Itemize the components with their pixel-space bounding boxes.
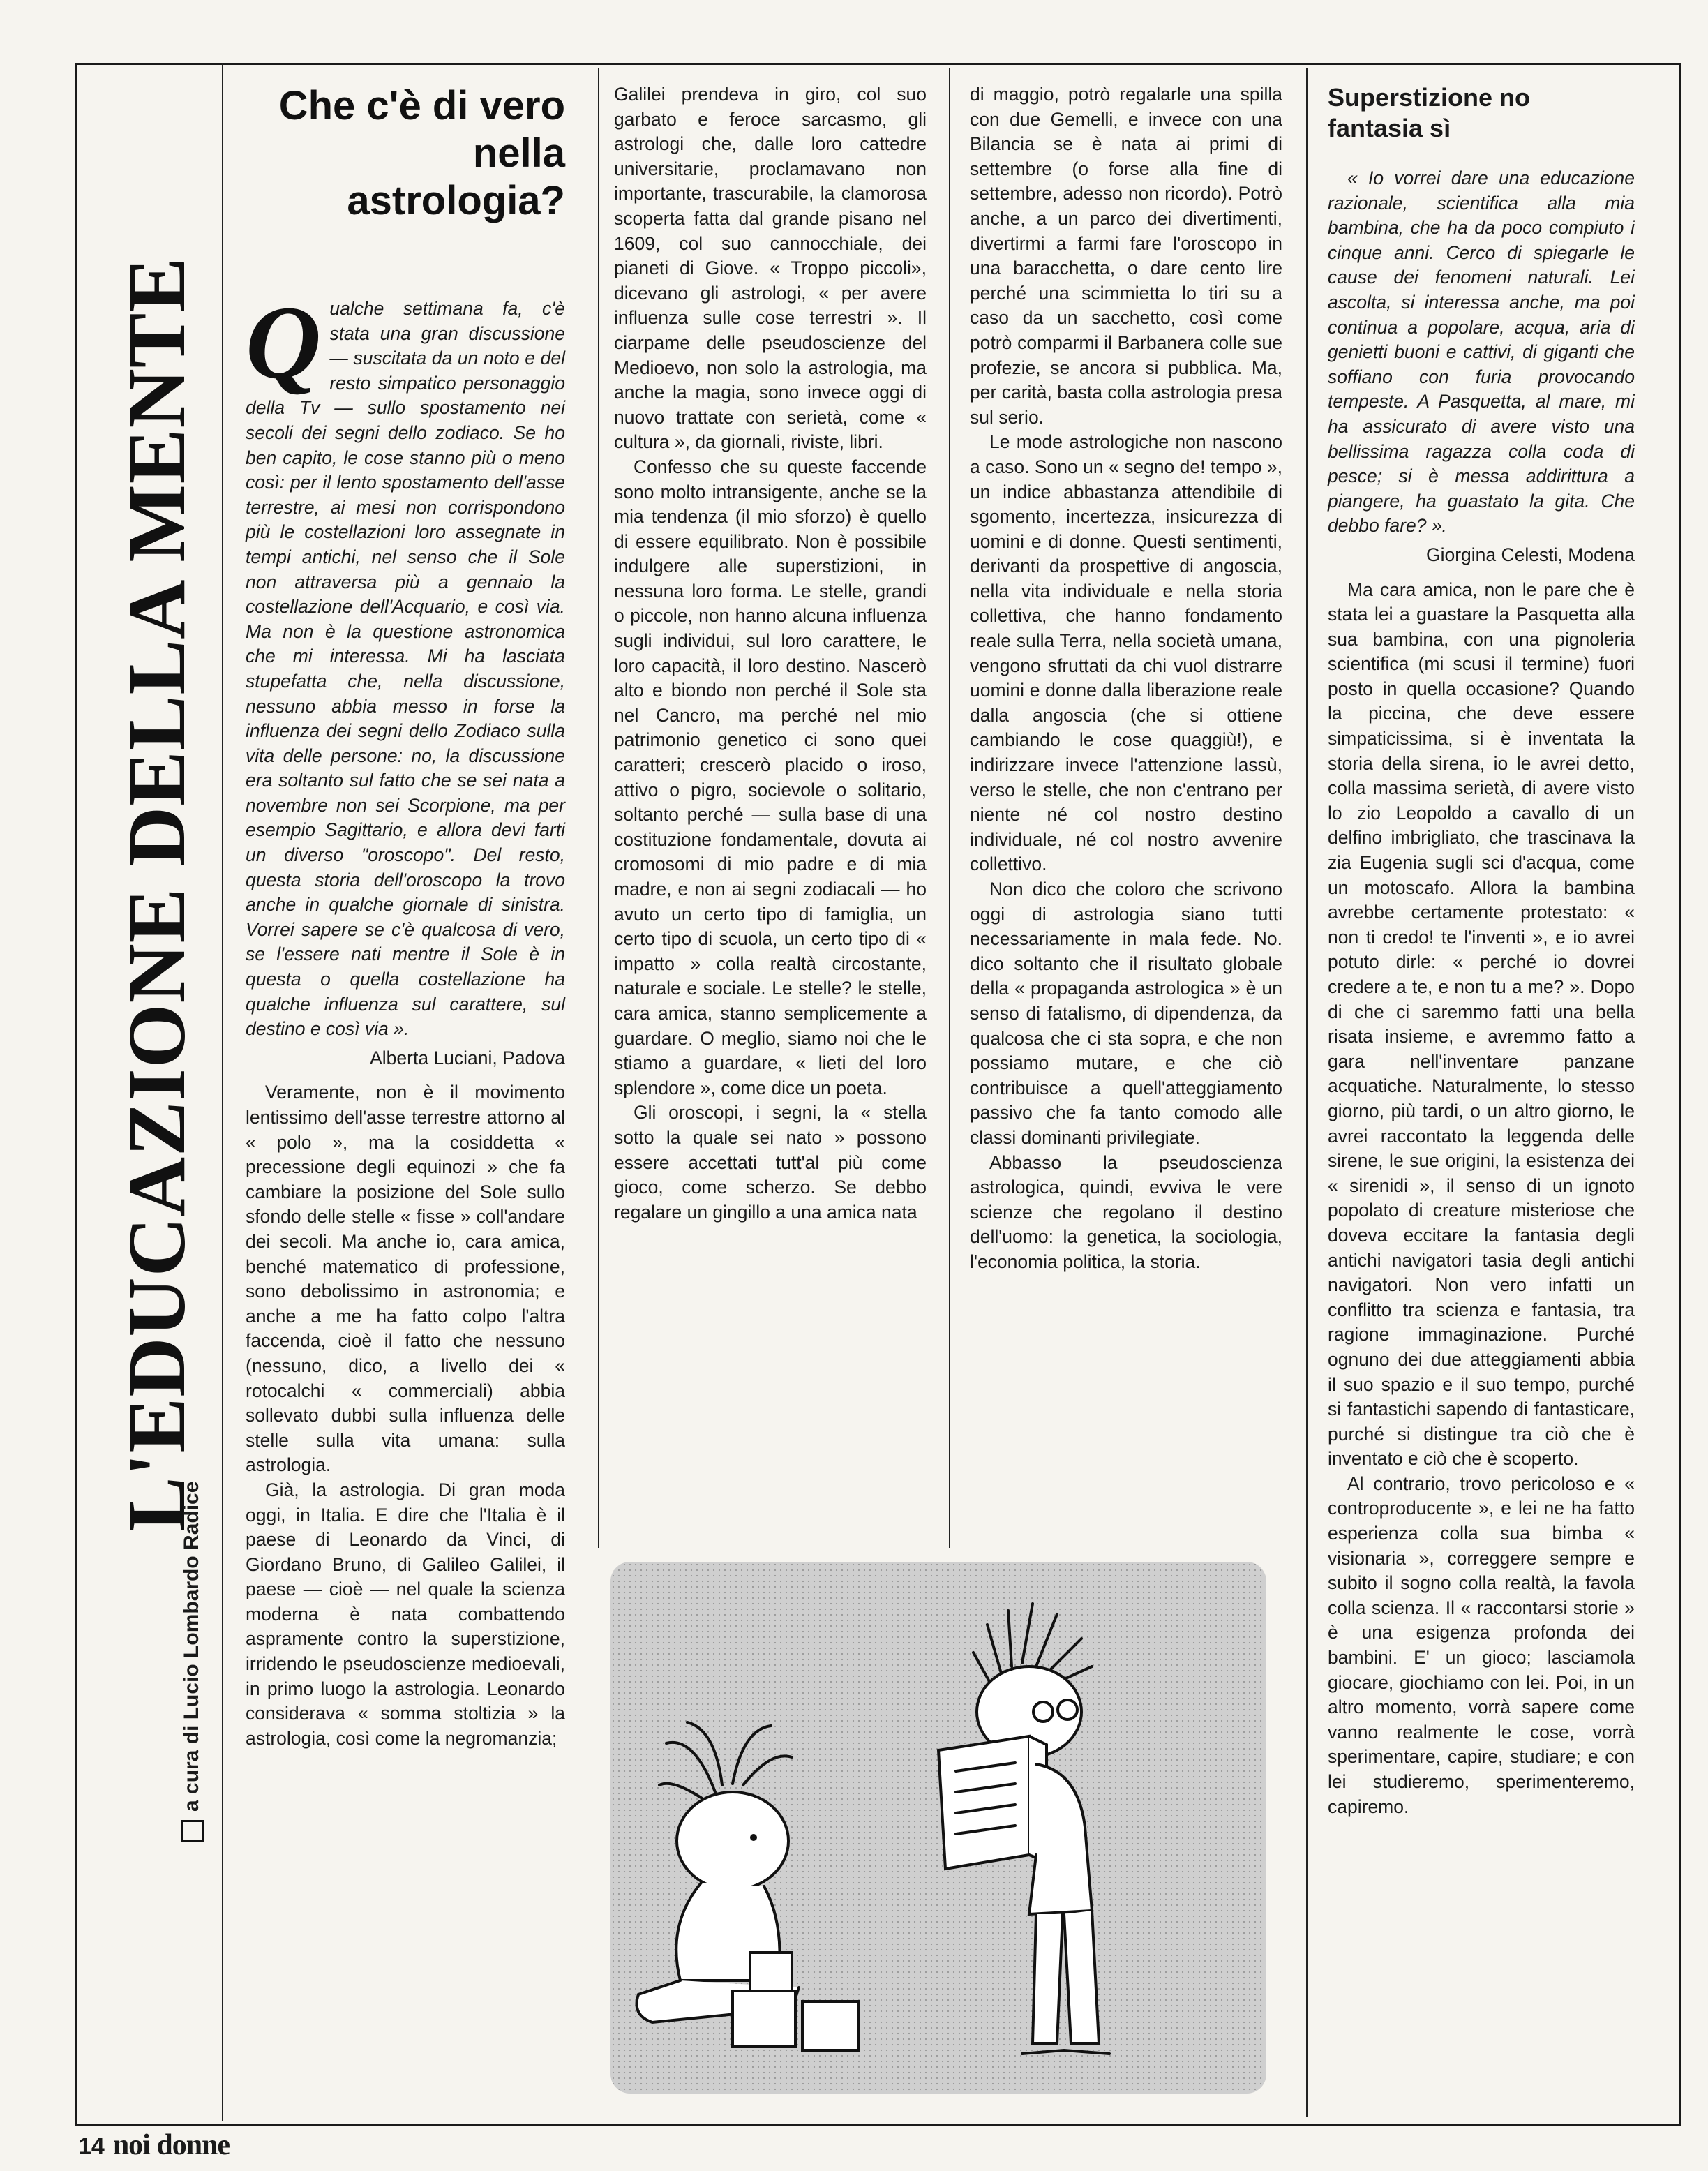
paragraph: Abbasso la pseudoscienza astrologica, quindi, evviva le vere scienze che regolano il destino dell'uomo: la genetica, la sociologia, l'economia politica, la storia. xyxy=(970,1151,1282,1272)
letter-text: ualche settimana fa, c'è stata una gran discussione — suscitata da un noto e del resto simpatico personaggio della Tv — sullo spostamento nei secoli dei segni dello zodiaco. Se ho ben capito, le cose stanno più o meno così: per il lento spostamento dell'asse terrestre, ai mesi non corrispondono più le costellazioni loro assegnate in tempi antichi, nel senso che il Sole non attraversa più a gennaio la costellazione dell'Acquario, e così via. Ma non è la questione astronomica che mi interessa. Mi ha lasciata stupefatta che, nella discussione, nessuno abbia messo in forse la influenza dei segni dello Zodiaco sulla vita delle persone: no, la discussione era soltanto sul fatto che se sei nata a novembre non sei Scorpione, ma per esempio Sagittario, e allora devi farti un diverso "oroscopo". Del resto, questa storia dell'oroscopo la trovo anche in qualche giornale di sinistra. Vorrei sapere se c'è qualcosa di vero, se l'essere nati mentre il Sole è in questa o quella costellazione ha qualche influenza sul carattere, sul destino e così via ». xyxy=(246,298,565,1040)
magazine-brand: noi donne xyxy=(112,2129,230,2161)
checkbox-glyph xyxy=(181,1820,204,1842)
author-credit-text: a cura di Lucio Lombardo Radice xyxy=(180,1481,203,1812)
girl-head xyxy=(677,1792,788,1890)
paragraph: Le mode astrologiche non nascono a caso. Sono un « segno de! tempo », un indice abbastanza attendibile di sgomento, incertezza, insicurezza di uomini e di donne. Questi sentimenti, derivanti da prospettive di angoscia, nella vita individuale e nella storia collettiva, che hanno fondamento reale sulla Terra, nella società umana, vengono sfruttati da chi vuol distrarre uomini e donne dalla liberazione reale dalla angoscia (che si ottiene cambiando le cose quaggiù!), e indirizzare invece l'attenzione lassù, verso le stelle, che non c'entrano per niente né col nostro destino individuale, né col nostro avvenire collettivo. xyxy=(970,431,1282,875)
boy-shoes xyxy=(1022,2050,1109,2054)
girl-eye xyxy=(751,1835,756,1840)
paragraph: Al contrario, trovo pericoloso e « controproducente », e lei ne ha fatto esperienza colla sua bimba « visionaria », correggere sempre e subito il sogno colla realtà, la favola colla scienza. Il « raccontarsi storie » è una esigenza profonda dei bambini. E' un gioco; lasciamola giocare, giochiamo con lei. Poi, in un altro momento, vorrà sapere come vanno realmente le cose, vorrà sperimentare, capire, studiare; e con lei studieremo, sperimenteremo, capiremo. xyxy=(1328,1472,1635,1817)
letter-signature: Alberta Luciani, Padova xyxy=(370,1047,565,1068)
paragraph: Non dico che coloro che scrivono oggi di astrologia siano tutti necessariamente in mala fede. No. dico soltanto che il risultato globale della « propaganda astrologica » è un senso di fatalismo, di dipendenza, da qualcosa che ci sta sopra, e che non possiamo mutare, e che ciò contribuisce a quell'atteggiamento passivo che fa tanto comodo alle classi dominanti privilegiate. xyxy=(970,879,1282,1148)
paragraph: Galilei prendeva in giro, col suo garbato e feroce sarcasmo, gli astrologi che, dalle loro cattedre universitarie, proclamavano non importante, trascurabile, la clamorosa scoperta fatta dal grande pisano nel 1609, col suo cannocchiale, dei pianeti di Giove. « Troppo piccoli», dicevano gli astrologi, « per avere influenza sulle cose terrestri ». Il ciarpame delle pseudoscienze del Medioevo, non solo la astrologia, ma anche la magia, sono invece oggi di nuovo trattate con serietà, come « cultura », da giornali, riviste, libri. xyxy=(614,84,927,453)
paragraph: Gli oroscopi, i segni, la « stella sotto la quale sei nato » possono essere accettati tutt'al più come gioco, come scherzo. Se debbo regalare un gingillo a una amica nata xyxy=(614,1102,927,1223)
page-number: 14 xyxy=(78,2133,105,2160)
column-2 xyxy=(614,82,927,1225)
section-title: L'EDUCAZIONE DELLA MENTE xyxy=(111,256,202,1532)
column-divider xyxy=(222,63,223,2121)
column-3 xyxy=(970,82,1282,1275)
children-drawing xyxy=(610,1562,1266,2094)
boy-body xyxy=(1029,1764,1092,1914)
boy-legs xyxy=(1033,1911,1099,2043)
drop-cap: Q xyxy=(246,285,322,401)
toy-block xyxy=(802,2001,858,2050)
article-headline: Che c'è di vero nella astrologia? xyxy=(278,83,565,223)
reader-letter-1 xyxy=(246,285,565,1042)
paragraph: Veramente, non è il movimento lentissimo dell'asse terrestre attorno al « polo », ma la cosiddetta « precessione degli equinozi » che fa cambiare la posizione del Sole sullo sfondo delle stelle « fisse » coll'andare dei secoli. Ma anche io, cara amica, benché matematico di professione, sono debolissimo in astronomia; e anche a me ha fatto colpo l'altra faccenda, cioè il fatto che nessuno (nessuno, dico, a livello dei « rotocalchi « commerciali) abbia sollevato dubbi sulla influenza delle stelle sulla vita umana: sulla astrologia. xyxy=(246,1082,565,1476)
page-footer xyxy=(78,2128,230,2162)
subheadline: Superstizione no fantasia sì xyxy=(1328,83,1531,142)
paragraph: Ma cara amica, non le pare che è stata lei a guastare la Pasquetta alla sua bambina, con una pignoleria scientifica (mi scusi il termine) fuori posto in quella occasione? Quando la piccina, che deve essere simpaticissima, si è inventata la storia della sirena, io le avrei detto, colla massima serietà, di avere visto lo zio Leopoldo a cavallo di un delfino imbrigliato, che trascinava la zia Eugenia sugli sci d'acqua, come un motoscafo. Allora la bambina avrebbe certamente protestato: « non ti credo! te l'inventi », e io avrei potuto dirle: « perché io dovrei credere a te, e non tu a me? ». Dopo di che ci saremmo fatti una bella risata insieme, e avremmo fatto a gara nell'inventare panzane acquatiche. Naturalmente, lo stesso giorno, più tardi, o un altro giorno, le avrei raccontato la leggenda delle sirene, le sue origini, la esistenza dei « sirenidi », il senso di un ignoto popolato di creature misteriose che doveva eccitare la fantasia degli antichi navigatori tasia degli antichi navigatori. Non vero infatti un conflitto tra scienza e fantasia, tra ragione immaginazione. Purché ognuno dei due atteggiamenti abbia il suo spazio e il suo tempo, purché si fantastichi sapendo di fantasticare, purché si distingue tra ciò che è inventato e ciò che è scoperto. xyxy=(1328,579,1635,1470)
column-divider xyxy=(949,68,950,1548)
letter-signature: Giorgina Celesti, Modena xyxy=(1425,544,1635,565)
column-1 xyxy=(246,285,565,1751)
toy-block xyxy=(750,1953,792,1991)
paragraph: Confesso che su queste faccende sono molto intransigente, anche se la mia tendenza (il mio sforzo) è quello di essere equilibrato. Non è possibile indulgere alle superstizioni, in nessuna loro forma. Le stelle, grandi o piccole, non hanno alcuna influenza sugli individui, sul loro carattere, le loro capacità, il loro destino. Nascerò alto e biondo non perché il Sole sta nel Cancro, ma perché nel mio patrimonio genetico ci sono quei caratteri; crescerò placido o iroso, attivo o pigro, socievole o solitario, soltanto perché — sulla base di una costituzione fondamentale, dovuta ai cromosomi di mio padre e di mia madre, e non ai segni zodiacali — ho avuto un certo tipo di famiglia, un certo tipo di scuola, un certo tipo di « impatto » colla realtà circostante, naturale e sociale. Le stelle? le stelle, cara amica, stanno semplicemente a guardare. O meglio, siamo noi che le stiamo a guardare, « lieti del loro splendore », come dice un poeta. xyxy=(614,456,927,1098)
column-4 xyxy=(1328,166,1635,1819)
column-divider xyxy=(598,68,599,1548)
reader-letter-2: « Io vorrei dare una educazione razionale, scientifica alla mia bambina, che ha da poco compiuto i cinque anni. Cerco di spiegarle le cause dei fenomeni naturali. Lei ascolta, si interessa anche, ma poi continua a popolare, acqua, aria di genietti buoni e cattivi, di giganti che soffiano con furia provocando tempeste. A Pasquetta, al mare, mi ha assicurato di avere visto una bellissima ragazza colla coda di pesce; si è messa addirittura a piangere, ha guastato la gita. Che debbo fare? ». xyxy=(1328,167,1635,537)
column-divider xyxy=(1306,68,1308,2117)
author-credit xyxy=(174,1256,209,1842)
illustration-children-reading xyxy=(610,1562,1266,2094)
paragraph: Già, la astrologia. Di gran moda oggi, in Italia. E dire che l'Italia è il paese di Leonardo da Vinci, di Giordano Bruno, di Galileo Galilei, il paese — cioè — nel quale la scienza moderna è nata combattendo aspramente contro la superstizione, irridendo le pseudoscienze medioevali, in primo luogo la astrologia. Leonardo considerava « somma stoltizia » la astrologia, così come la negromanzia; xyxy=(246,1479,565,1749)
toy-block xyxy=(733,1991,795,2047)
girl-hair xyxy=(659,1722,792,1803)
paragraph: di maggio, potrò regalarle una spilla con due Gemelli, e invece con una Bilancia se è nata ai primi di settembre (o forse alla fine di settembre, adesso non ricordo). Potrò anche, a un parco dei divertimenti, divertirmi a farmi fare l'oroscopo in una baracchetta, o dare cento lire perché una scimmietta lo tiri su a caso da un sacchetto, così come potrò comparmi il Barbanera colle sue profezie, se ancora si pubblica. Ma, per carità, basta colla astrologia presa sul serio. xyxy=(970,84,1282,428)
book xyxy=(938,1736,1029,1869)
